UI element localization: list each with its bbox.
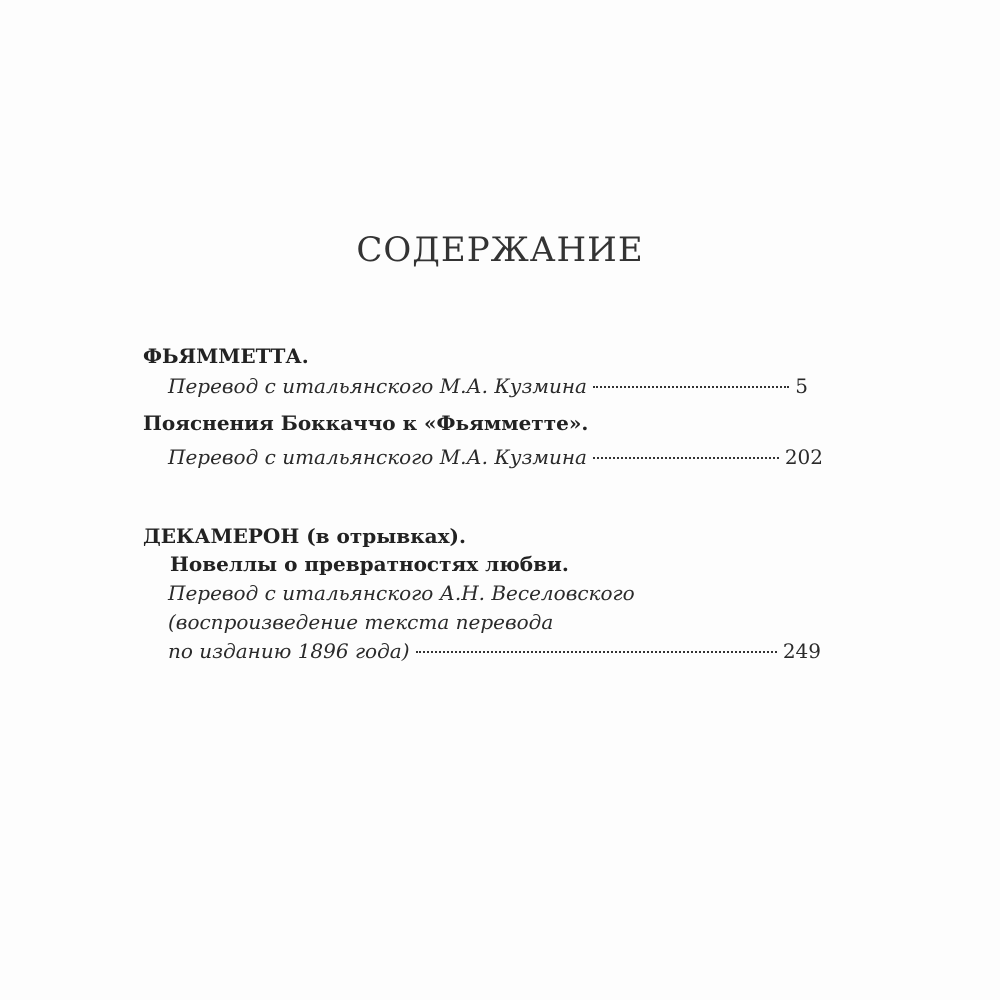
toc-row-fiammetta[interactable] (168, 374, 808, 398)
toc-entry-translator: Перевод с итальянского М.А. Кузмина (168, 445, 587, 469)
toc-entry-title-fiammetta: ФЬЯММЕТТА. (143, 344, 309, 368)
toc-row-decameron[interactable] (168, 639, 821, 663)
toc-page-number: 202 (784, 445, 823, 469)
toc-entry-line-3: по изданию 1896 года) (168, 639, 410, 663)
toc-entry-subtitle-decameron: Новеллы о превратностях любви. (170, 552, 569, 576)
dot-leader (416, 651, 777, 653)
dot-leader (593, 386, 789, 388)
toc-entry-line-1: Перевод с итальянского А.Н. Веселовского (168, 581, 635, 605)
toc-entry-translator: Перевод с итальянского М.А. Кузмина (168, 374, 587, 398)
toc-entry-line-2: (воспроизведение текста перевода (168, 610, 554, 634)
toc-row-notes[interactable] (168, 445, 823, 469)
toc-page-number: 5 (795, 374, 808, 398)
contents-heading: СОДЕРЖАНИЕ (356, 230, 644, 270)
toc-entry-title-decameron: ДЕКАМЕРОН (в отрывках). (143, 524, 466, 548)
dot-leader (593, 457, 779, 459)
toc-entry-title-notes: Пояснения Боккаччо к «Фьямметте». (143, 411, 589, 435)
toc-page-number: 249 (782, 639, 821, 663)
